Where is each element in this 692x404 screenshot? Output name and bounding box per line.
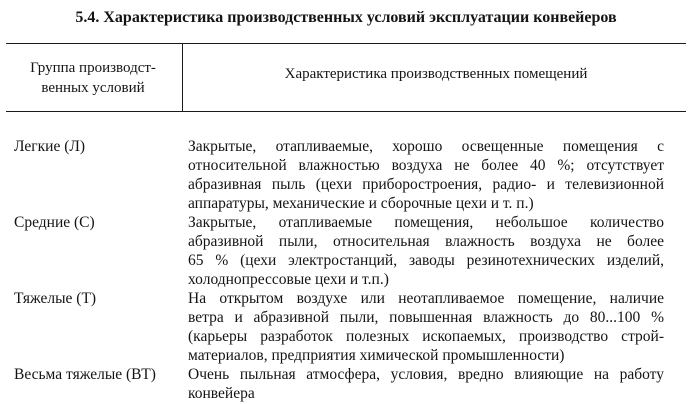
row-group-name: Тяжелые (Т) [14,290,97,307]
row-group-name: Весьма тяжелые (ВТ) [14,366,156,383]
row-description [182,137,664,213]
header-top-rule [6,43,686,44]
table-row-light [0,137,692,213]
description-line: холоднопрессовые цехи и т.п.) [188,271,389,288]
description-line: конвейера [188,385,255,402]
description-line: На открытом воздухе или неотапливаемое помещение, наличие [188,290,664,307]
description-line: аппаратуры, механические и сборочные цехи и т. п.) [188,195,534,212]
row-group-name: Легкие (Л) [14,138,86,155]
row-description [182,213,664,289]
description-line: абразивной пыли, относительная влажность воздуха не более [188,233,664,250]
description-line: 65 % (цехи электростанций, заводы резинотехнических изделий, [188,252,664,269]
column-header-characteristic: Характеристика производственных помещений [284,66,588,82]
column-header-group-line-2: венных условий [41,80,145,96]
description-line: материалов, предприятия химической промышленности) [188,347,565,364]
table-row-medium [0,213,692,289]
table-row-very-heavy [0,365,692,403]
row-description [182,289,664,365]
description-line: (карьеры разработок полезных ископаемых, производство строй- [188,328,664,345]
description-line: относительной влажностью воздуха не более 40 %; отсутствует [188,157,664,174]
description-line: Закрытые, отапливаемые, хорошо освещенные помещения с [188,138,664,155]
description-line: Очень пыльная атмосфера, условия, вредно влияющие на работу [188,366,664,383]
description-line: абразивная пыль (цехи приборостроения, радио- и телевизионной [188,176,664,193]
column-header-group-line-1: Группа производст- [30,60,156,76]
header-column-divider [182,43,183,111]
header-bottom-rule [6,111,686,112]
table-title: 5.4. Характеристика производственных условий эксплуатации конвейеров [75,9,617,26]
column-header-group [8,58,178,98]
table-body [0,137,692,403]
row-description [182,365,664,403]
table-row-heavy [0,289,692,365]
description-line: ветра и абразивной пыли, повышенная влажность до 80...100 % [188,309,664,326]
description-line: Закрытые, отапливаемые помещения, небольшое количество [188,214,664,231]
row-group-name: Средние (С) [14,214,95,231]
